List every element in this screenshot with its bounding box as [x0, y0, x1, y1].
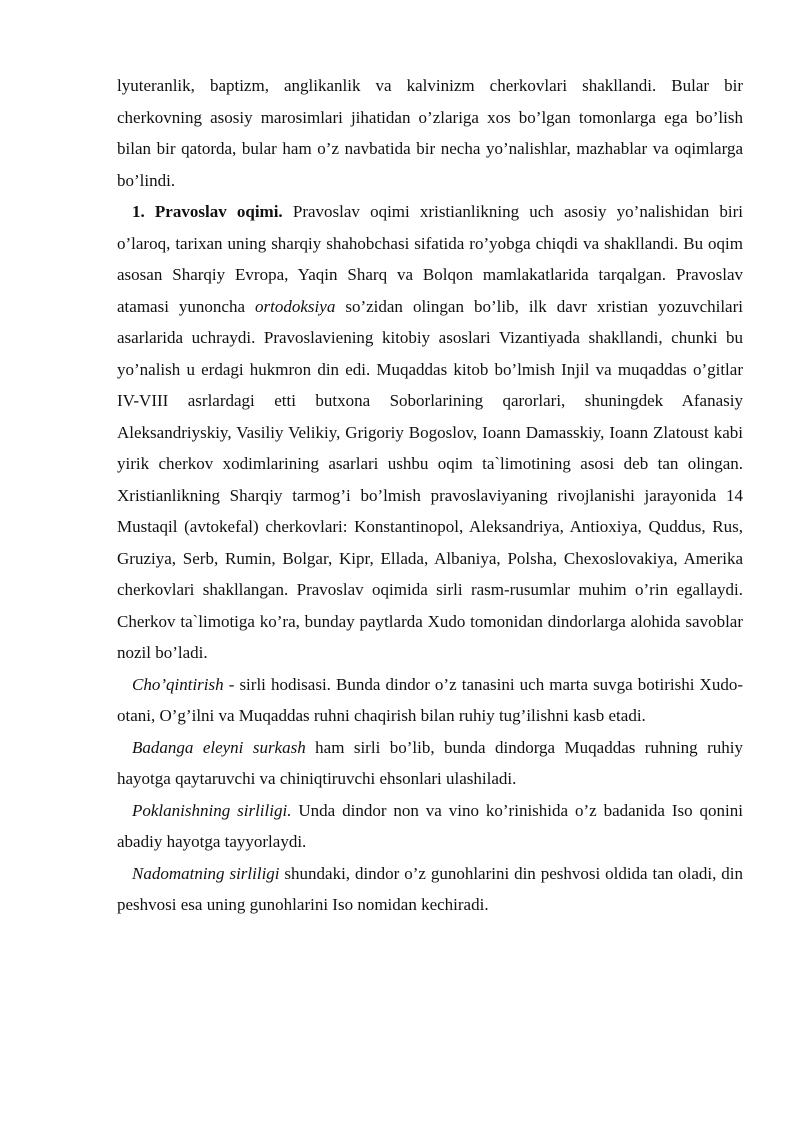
- section-heading: 1. Pravoslav oqimi.: [132, 202, 283, 221]
- paragraph-text: so’zidan olingan bo’lib, ilk davr xristian yozuvchilari asarlarida uchraydi. Pravoslaviening kitobiy asoslari Vizantiyada shakllandi, chunki bu yo’nalish u erdagi hukmron din edi. Muqaddas kitob bo’lmish Injil va muqaddas o’gitlar IV-VIII asrlardagi etti butxona Soborlarining qarorlari, shuningdek Afanasiy Aleksandriyskiy, Vasiliy Velikiy, Grigoriy Bogoslov, Ioann Damasskiy, Ioann Zlatoust kabi yirik cherkov xodimlarining asarlari ushbu oqim ta`limotining asosi deb tan olingan. Xristianlikning Sharqiy tarmog’i bo’lmish pravoslaviyaning rivojlanishi jarayonida 14 Mustaqil (avtokefal) cherkovlari: Konstantinopol, Aleksandriya, Antioxiya, Quddus, Rus, Gruziya, Serb, Rumin, Bolgar, Kipr, Ellada, Albaniya, Polsha, Chexoslovakiya, Amerika cherkovlari shakllangan. Pravoslav oqimida sirli rasm-rusumlar muhim o’rin egallaydi. Cherkov ta`limotiga ko’ra, bunday paytlarda Xudo tomonidan dindorlarga alohida savoblar nozil bo’ladi.: [117, 296, 743, 662]
- italic-term: Poklanishning sirliligi.: [132, 800, 292, 820]
- paragraph-text: shundaki, dindor o’z gunohlarini din peshvosi oldida tan oladi, din peshvosi esa uning gunohlarini Iso nomidan kechiradi.: [117, 863, 743, 914]
- italic-term: ortodoksiya: [255, 296, 336, 316]
- paragraph-pravoslav-oqimi: [117, 196, 743, 669]
- paragraph-poklanishning-sirliligi: [117, 795, 743, 858]
- paragraph-badanga-eleyni-surkash: [117, 732, 743, 795]
- paragraph-text: Pravoslav oqimi xristianlikning uch asosiy yo’nalishidan biri o’laroq, tarixan uning sharqiy shahobchasi sifatida ro’yobga chiqdi va shakllandi. Bu oqim asosan Sharqiy Evropa, Yaqin Sharq va Bolqon mamlakatlarida tarqalgan. Pravoslav atamasi yunoncha: [117, 202, 743, 316]
- paragraph-text: Unda dindor non va vino ko’rinishida o’z badanida Iso qonini abadiy hayotga tayyorlaydi.: [117, 800, 743, 851]
- paragraph-nadomatning-sirliligi: [117, 858, 743, 921]
- italic-term: Nadomatning sirliligi: [132, 863, 280, 883]
- paragraph-text: - sirli hodisasi. Bunda dindor o’z tanasini uch marta suvga botirishi Xudo-otani, O’g’ilni va Muqaddas ruhni chaqirish bilan ruhiy tug’ilishni kasb etadi.: [117, 674, 743, 725]
- document-page: [117, 70, 743, 921]
- italic-term: Cho’qintirish: [132, 674, 224, 694]
- paragraph-text: ham sirli bo’lib, bunda dindorga Muqaddas ruhning ruhiy hayotga qaytaruvchi va chiniqtiruvchi ehsonlari ulashiladi.: [117, 737, 743, 788]
- paragraph-choqintirish: [117, 669, 743, 732]
- paragraph-text: lyuteranlik, baptizm, anglikanlik va kalvinizm cherkovlari shakllandi. Bular bir cherkovning asosiy marosimlari jihatidan o’zlariga xos bo’lgan tomonlarga ega bo’lish bilan bir qatorda, bular ham o’z navbatida bir necha yo’nalishlar, mazhablar va oqimlarga bo’lindi.: [117, 76, 743, 190]
- italic-term: Badanga eleyni surkash: [132, 737, 306, 757]
- paragraph-continuation: [117, 70, 743, 196]
